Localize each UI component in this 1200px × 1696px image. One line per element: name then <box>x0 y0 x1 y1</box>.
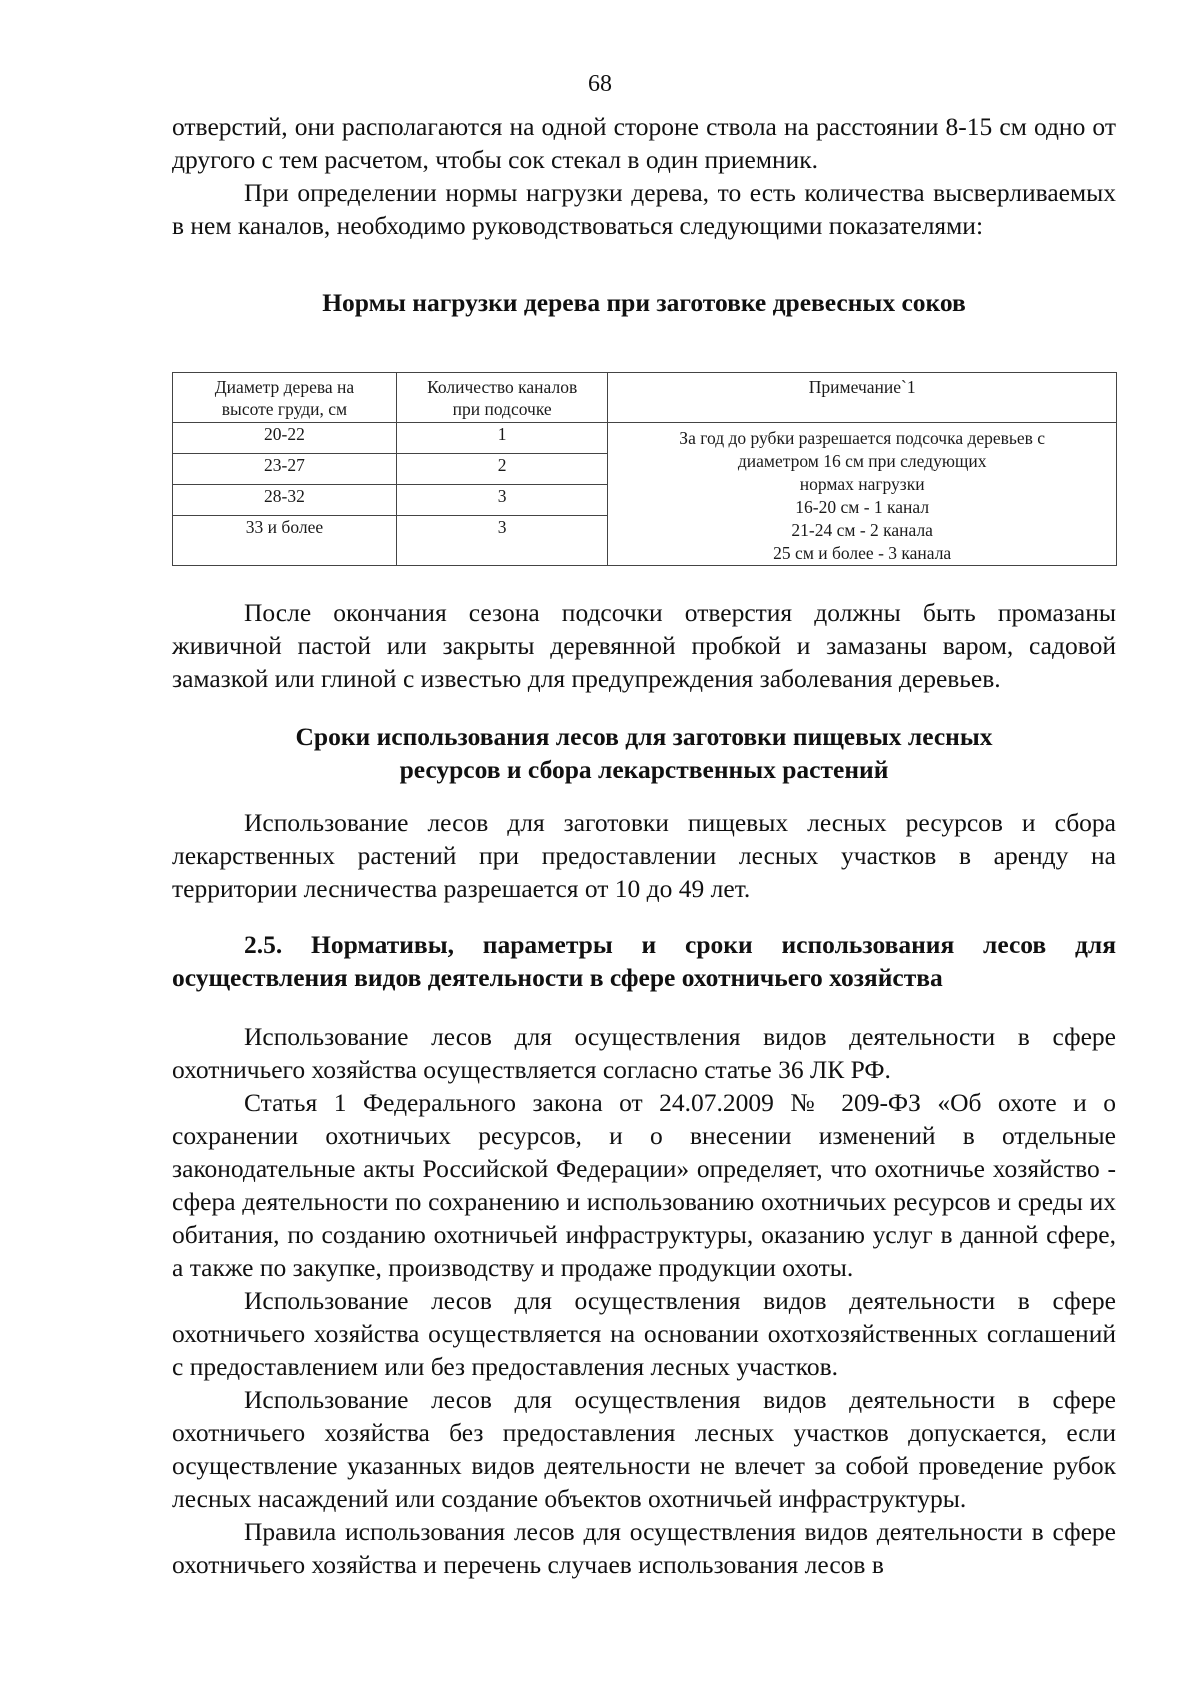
note-line: 25 см и более - 3 канала <box>773 543 952 563</box>
paragraph-hunting-basis: Использование лесов для осуществления видов деятельности в сфере охотничьего хозяйства осуществляется согласно статье 36 ЛК РФ. <box>172 1022 1116 1084</box>
header-diameter-line2: высоте груди, см <box>221 399 348 419</box>
cell-note <box>608 423 1117 566</box>
note-line: 21-24 см - 2 канала <box>791 520 933 540</box>
paragraph-load-norms-intro: При определении нормы нагрузки дерева, то есть количества высверливаемых в нем каналов, необходимо руководствоваться следующими показателями: <box>172 178 1116 240</box>
section-heading-terms-line2: ресурсов и сбора лекарственных растений <box>399 755 889 784</box>
cell-diameter: 23-27 <box>173 454 397 485</box>
paragraph-federal-law: Статья 1 Федерального закона от 24.07.2009 № 209-ФЗ «Об охоте и о сохранении охотничьих ресурсов, и о внесении изменений в отдельные законодательные акты Российской Федерации» определяет, что охотничье хозяйство - сфера деятельности по сохранению и использованию охотничьих ресурсов и среды их обитания, по созданию охотничьей инфраструктуры, оказанию услуг в данной сфере, а также по закупке, производству и продаже продукции охоты. <box>172 1088 1116 1282</box>
header-channels-line2: при подсочке <box>452 399 552 419</box>
header-channels <box>396 373 607 423</box>
section-heading-terms <box>172 720 1116 786</box>
note-line: диаметром 16 см при следующих <box>737 451 987 471</box>
paragraph-holes-placement: отверстий, они располагаются на одной стороне ствола на расстоянии 8-15 см одно от другого с тем расчетом, чтобы сок стекал в один приемник. <box>172 112 1116 174</box>
header-diameter-line1: Диаметр дерева на <box>214 377 355 397</box>
table-header-row <box>173 373 1117 423</box>
note-line: 16-20 см - 1 канал <box>795 497 930 517</box>
hunting-text-block <box>172 1020 1116 1581</box>
header-diameter <box>173 373 397 423</box>
cell-diameter: 28-32 <box>173 485 397 516</box>
cell-channels: 2 <box>396 454 607 485</box>
page-number: 68 <box>588 71 612 97</box>
header-note: Примечание`1 <box>608 373 1117 423</box>
section-heading-terms-line1: Сроки использования лесов для заготовки пищевых лесных <box>295 722 993 751</box>
cell-diameter: 33 и более <box>173 516 397 566</box>
note-line: За год до рубки разрешается подсочка деревьев с <box>679 428 1046 448</box>
paragraph-rules: Правила использования лесов для осуществления видов деятельности в сфере охотничьего хозяйства и перечень случаев использования лесов в <box>172 1517 1116 1579</box>
paragraph-without-plots: Использование лесов для осуществления видов деятельности в сфере охотничьего хозяйства без предоставления лесных участков допускается, если осуществление указанных видов деятельности не влечет за собой проведение рубок лесных насаждений или создание объектов охотничьей инфраструктуры. <box>172 1385 1116 1513</box>
paragraph-season-end: После окончания сезона подсочки отверстия должны быть промазаны живичной пастой или закрыты деревянной пробкой и замазаны варом, садовой замазкой или глиной с известью для предупреждения заболевания деревьев. <box>172 598 1116 693</box>
section-heading-2-5: 2.5. Нормативы, параметры и сроки использования лесов для осуществления видов деятельности в сфере охотничьего хозяйства <box>172 930 1116 992</box>
table-row <box>173 423 1117 454</box>
after-table-text-block <box>172 596 1116 695</box>
terms-text-block <box>172 806 1116 905</box>
load-norms-table <box>172 372 1117 566</box>
cell-channels: 1 <box>396 423 607 454</box>
cell-diameter: 20-22 <box>173 423 397 454</box>
paragraph-terms: Использование лесов для заготовки пищевых лесных ресурсов и сбора лекарственных растений при предоставлении лесных участков в аренду на территории лесничества разрешается от 10 до 49 лет. <box>172 808 1116 903</box>
header-channels-line1: Количество каналов <box>427 377 578 397</box>
note-line: нормах нагрузки <box>799 474 925 494</box>
table-title: Нормы нагрузки дерева при заготовке древесных соков <box>322 288 966 317</box>
cell-channels: 3 <box>396 516 607 566</box>
cell-channels: 3 <box>396 485 607 516</box>
paragraph-agreements: Использование лесов для осуществления видов деятельности в сфере охотничьего хозяйства осуществляется на основании охотхозяйственных соглашений с предоставлением или без предоставления лесных участков. <box>172 1286 1116 1381</box>
intro-text-block <box>172 110 1116 242</box>
